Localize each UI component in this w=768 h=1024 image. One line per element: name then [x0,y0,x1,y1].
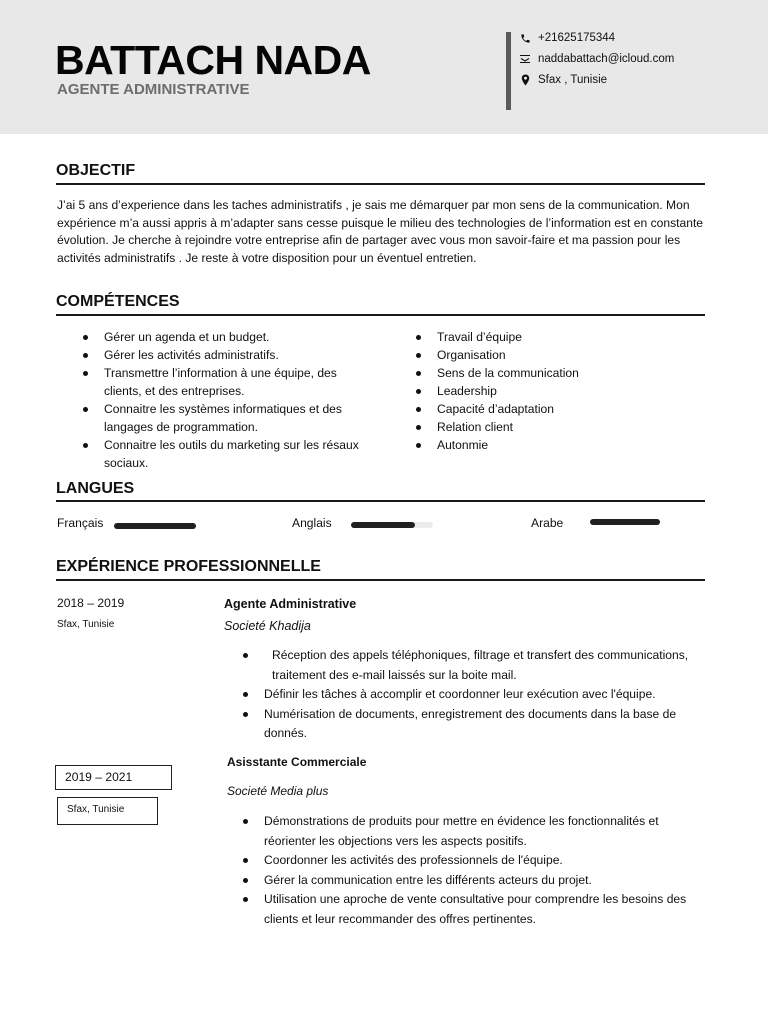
list-item: Sens de la communication [413,364,703,382]
job-role: Asisstante Commerciale [227,755,367,769]
objective-rule [56,183,705,185]
list-item: Relation client [413,418,703,436]
language-name-arabic: Arabe [531,516,564,530]
job-tasks-list [240,646,705,744]
candidate-name: BATTACH NADA [55,37,371,83]
location-pin-icon [518,73,532,87]
list-item: Travail d’équipe [413,328,703,346]
list-item: Utilisation une aproche de vente consultative pour comprendre les besoins des clients et leur recommander des offres pertinentes. [240,890,705,929]
job-title: AGENTE ADMINISTRATIVE [57,81,250,98]
job-role: Agente Administrative [224,597,357,611]
contact-email[interactable] [518,51,674,67]
skills-rule [56,314,705,316]
soft-skills-list [413,328,703,454]
language-level-fill [114,523,196,529]
language-name-french: Français [57,516,104,530]
objective-text: J’ai 5 ans d’experience dans les taches administratifs , je sais me démarquer par mon sens de la communication. Mon expérience m’a aussi appris à m’adapter sans cesse puisque le milieu des technologies de l’information est en constante évolution. Je cherche à rejoindre votre entreprise afin de partager avec vous mon savoir-faire et ma passion pour les activités administratifs . Je reste à votre disposition pour un éventuel entretien. [57,198,704,265]
list-item: Connaitre les systèmes informatiques et des langages de programmation. [80,400,365,436]
list-item: Organisation [413,346,703,364]
language-level-french [114,523,196,529]
phone-icon [518,31,532,45]
language-level-fill [590,519,660,525]
contact-phone-text: +21625175344 [538,32,616,44]
job-company: Societé Media plus [227,784,329,798]
job-dates: 2019 – 2021 [55,765,172,790]
job-dates: 2018 – 2019 [57,596,125,610]
contact-phone[interactable] [518,30,615,46]
contact-location-text: Sfax , Tunisie [538,74,608,86]
list-item: Démonstrations de produits pour mettre en évidence les fonctionnalités et réorienter les objections vers les aspects positifs. [240,812,705,851]
list-item: Capacité d’adaptation [413,400,703,418]
contact-email-text: naddabattach@icloud.com [538,53,675,65]
hard-skills-list [80,328,365,472]
experience-rule [56,579,705,581]
list-item: Réception des appels téléphoniques, filtrage et transfert des communications, traitement des e-mail laissés sur la boite mail. [240,646,705,685]
list-item: Gérer un agenda et un budget. [80,328,365,346]
job-company: Societé Khadija [224,619,311,633]
list-item: Connaitre les outils du marketing sur les résaux sociaux. [80,436,365,472]
language-level-fill [351,522,415,528]
experience-heading: EXPÉRIENCE PROFESSIONNELLE [56,558,321,575]
languages-rule [56,500,705,502]
list-item: Définir les tâches à accomplir et coordonner leur exécution avec l'équipe. [240,685,705,705]
languages-heading: LANGUES [56,480,135,497]
language-level-arabic [590,519,660,525]
email-icon [518,52,532,66]
job-location: Sfax, Tunisie [57,797,158,825]
list-item: Autonmie [413,436,703,454]
list-item: Coordonner les activités des professionnels de l'équipe. [240,851,705,871]
language-name-english: Anglais [292,516,332,530]
list-item: Gérer la communication entre les différents acteurs du projet. [240,871,705,891]
language-level-english [351,522,433,528]
list-item: Leadership [413,382,703,400]
job-tasks-list [240,812,705,929]
contact-divider [506,32,511,110]
list-item: Gérer les activités administratifs. [80,346,365,364]
job-location: Sfax, Tunisie [57,619,115,630]
skills-heading: COMPÉTENCES [56,293,180,310]
objective-heading: OBJECTIF [56,162,136,179]
list-item: Transmettre l’information à une équipe, des clients, et des entreprises. [80,364,365,400]
contact-location [518,72,607,88]
list-item: Numérisation de documents, enregistrement des documents dans la base de donnés. [240,705,705,744]
